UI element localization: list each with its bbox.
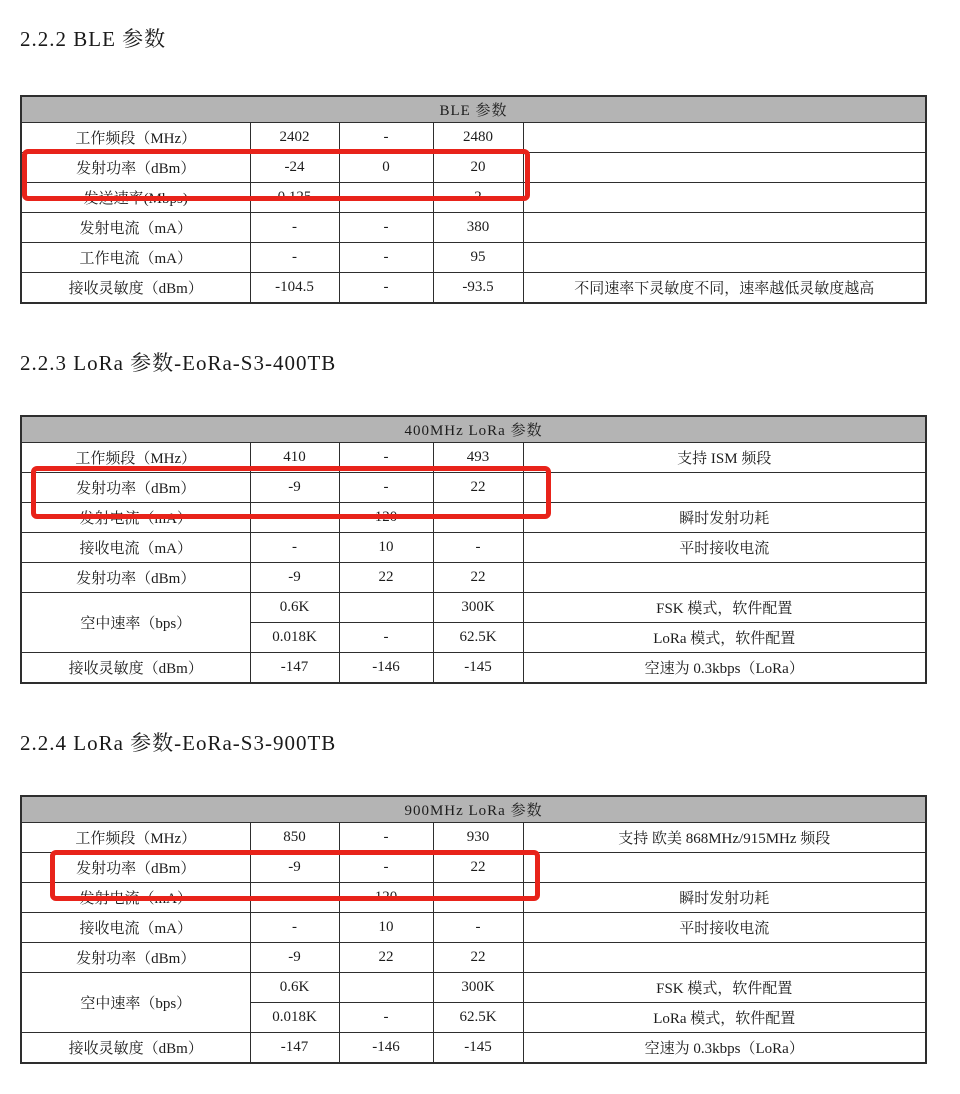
table-row	[21, 153, 926, 183]
value-cell: -9	[250, 473, 339, 503]
table-row	[21, 503, 926, 533]
value-cell: -	[433, 883, 523, 913]
value-cell: 22	[433, 473, 523, 503]
value-cell: -	[339, 273, 433, 304]
param-label-cell: 接收电流（mA）	[21, 913, 250, 943]
param-label-cell: 接收灵敏度（dBm）	[21, 653, 250, 684]
note-cell: LoRa 模式，软件配置	[523, 1003, 926, 1033]
table-row	[21, 823, 926, 853]
table-row	[21, 563, 926, 593]
note-cell: 瞬时发射功耗	[523, 503, 926, 533]
table-row	[21, 183, 926, 213]
value-cell: 22	[433, 563, 523, 593]
section-heading-lora-400: 2.2.3 LoRa 参数-EoRa-S3-400TB	[20, 351, 337, 375]
param-label-cell: 接收电流（mA）	[21, 533, 250, 563]
table-row	[21, 853, 926, 883]
value-cell: 120	[339, 503, 433, 533]
note-cell	[523, 853, 926, 883]
value-cell: 0.018K	[250, 623, 339, 653]
param-label-cell: 工作频段（MHz）	[21, 443, 250, 473]
note-cell	[523, 123, 926, 153]
table-row	[21, 653, 926, 684]
table-row	[21, 913, 926, 943]
note-cell	[523, 563, 926, 593]
value-cell: -	[339, 623, 433, 653]
value-cell: 0.018K	[250, 1003, 339, 1033]
value-cell: 0.125	[250, 183, 339, 213]
table-row	[21, 1033, 926, 1064]
param-label-cell: 发射功率（dBm）	[21, 943, 250, 973]
value-cell: 10	[339, 913, 433, 943]
lora-400-parameters-table	[20, 415, 927, 684]
value-cell: -24	[250, 153, 339, 183]
table-row	[21, 273, 926, 304]
ble-parameters-table	[20, 95, 927, 304]
value-cell: 0.6K	[250, 593, 339, 623]
param-label-cell: 工作电流（mA）	[21, 243, 250, 273]
table-row	[21, 243, 926, 273]
value-cell: 22	[433, 943, 523, 973]
param-label-cell: 空中速率（bps）	[21, 973, 250, 1033]
value-cell: -104.5	[250, 273, 339, 304]
section-heading-ble: 2.2.2 BLE 参数	[20, 27, 167, 51]
value-cell: -	[339, 183, 433, 213]
table-title-row	[21, 96, 926, 123]
note-cell: FSK 模式，软件配置	[523, 593, 926, 623]
value-cell: 20	[433, 153, 523, 183]
value-cell: -	[339, 243, 433, 273]
value-cell: -	[433, 533, 523, 563]
value-cell: -9	[250, 943, 339, 973]
note-cell: 支持 ISM 频段	[523, 443, 926, 473]
value-cell: -9	[250, 563, 339, 593]
value-cell: 62.5K	[433, 623, 523, 653]
note-cell: LoRa 模式，软件配置	[523, 623, 926, 653]
note-cell: 空速为 0.3kbps（LoRa）	[523, 1033, 926, 1064]
table-title: 900MHz LoRa 参数	[21, 796, 926, 823]
section-heading-lora-900: 2.2.4 LoRa 参数-EoRa-S3-900TB	[20, 731, 337, 755]
value-cell: -	[433, 913, 523, 943]
value-cell	[339, 973, 433, 1003]
table-row	[21, 593, 926, 623]
value-cell: 22	[433, 853, 523, 883]
value-cell	[339, 593, 433, 623]
value-cell: 120	[339, 883, 433, 913]
note-cell: FSK 模式，软件配置	[523, 973, 926, 1003]
note-cell	[523, 473, 926, 503]
value-cell: -	[250, 243, 339, 273]
table-title-row	[21, 796, 926, 823]
table-title: 400MHz LoRa 参数	[21, 416, 926, 443]
param-label-cell: 接收灵敏度（dBm）	[21, 273, 250, 304]
value-cell: 493	[433, 443, 523, 473]
note-cell: 平时接收电流	[523, 533, 926, 563]
value-cell: -	[339, 213, 433, 243]
note-cell: 平时接收电流	[523, 913, 926, 943]
param-label-cell: 发送速率(Mbps)	[21, 183, 250, 213]
value-cell: 300K	[433, 593, 523, 623]
value-cell: 0	[339, 153, 433, 183]
note-cell	[523, 943, 926, 973]
value-cell: -	[339, 823, 433, 853]
value-cell: -	[250, 883, 339, 913]
value-cell: -	[250, 503, 339, 533]
value-cell: -145	[433, 653, 523, 684]
note-cell: 瞬时发射功耗	[523, 883, 926, 913]
value-cell: -	[433, 503, 523, 533]
value-cell: 380	[433, 213, 523, 243]
table-row	[21, 123, 926, 153]
value-cell: 410	[250, 443, 339, 473]
note-cell: 不同速率下灵敏度不同，速率越低灵敏度越高	[523, 273, 926, 304]
value-cell: -	[250, 913, 339, 943]
note-cell: 空速为 0.3kbps（LoRa）	[523, 653, 926, 684]
value-cell: 2	[433, 183, 523, 213]
value-cell: -	[339, 853, 433, 883]
param-label-cell: 发射电流（mA）	[21, 213, 250, 243]
value-cell: 930	[433, 823, 523, 853]
table-row	[21, 973, 926, 1003]
value-cell: -9	[250, 853, 339, 883]
value-cell: 10	[339, 533, 433, 563]
value-cell: -	[339, 473, 433, 503]
value-cell: 300K	[433, 973, 523, 1003]
note-cell	[523, 213, 926, 243]
value-cell: 22	[339, 943, 433, 973]
table-row	[21, 443, 926, 473]
value-cell: 2402	[250, 123, 339, 153]
value-cell: -147	[250, 1033, 339, 1064]
param-label-cell: 发射功率（dBm）	[21, 563, 250, 593]
value-cell: 850	[250, 823, 339, 853]
param-label-cell: 发射功率（dBm）	[21, 153, 250, 183]
param-label-cell: 发射功率（dBm）	[21, 473, 250, 503]
value-cell: 22	[339, 563, 433, 593]
table-row	[21, 533, 926, 563]
value-cell: -146	[339, 653, 433, 684]
param-label-cell: 发射电流（mA）	[21, 883, 250, 913]
value-cell: 95	[433, 243, 523, 273]
param-label-cell: 发射电流（mA）	[21, 503, 250, 533]
value-cell: -	[339, 1003, 433, 1033]
param-label-cell: 工作频段（MHz）	[21, 123, 250, 153]
value-cell: -	[339, 123, 433, 153]
value-cell: -147	[250, 653, 339, 684]
value-cell: 62.5K	[433, 1003, 523, 1033]
table-row	[21, 943, 926, 973]
note-cell	[523, 183, 926, 213]
value-cell: -	[250, 533, 339, 563]
value-cell: -146	[339, 1033, 433, 1064]
table-row	[21, 213, 926, 243]
table-row	[21, 473, 926, 503]
value-cell: -145	[433, 1033, 523, 1064]
param-label-cell: 空中速率（bps）	[21, 593, 250, 653]
value-cell: -93.5	[433, 273, 523, 304]
param-label-cell: 接收灵敏度（dBm）	[21, 1033, 250, 1064]
value-cell: -	[339, 443, 433, 473]
value-cell: 0.6K	[250, 973, 339, 1003]
note-cell	[523, 243, 926, 273]
value-cell: -	[250, 213, 339, 243]
value-cell: 2480	[433, 123, 523, 153]
note-cell	[523, 153, 926, 183]
lora-900-parameters-table	[20, 795, 927, 1064]
param-label-cell: 工作频段（MHz）	[21, 823, 250, 853]
table-title: BLE 参数	[21, 96, 926, 123]
table-title-row	[21, 416, 926, 443]
table-row	[21, 883, 926, 913]
note-cell: 支持 欧美 868MHz/915MHz 频段	[523, 823, 926, 853]
param-label-cell: 发射功率（dBm）	[21, 853, 250, 883]
